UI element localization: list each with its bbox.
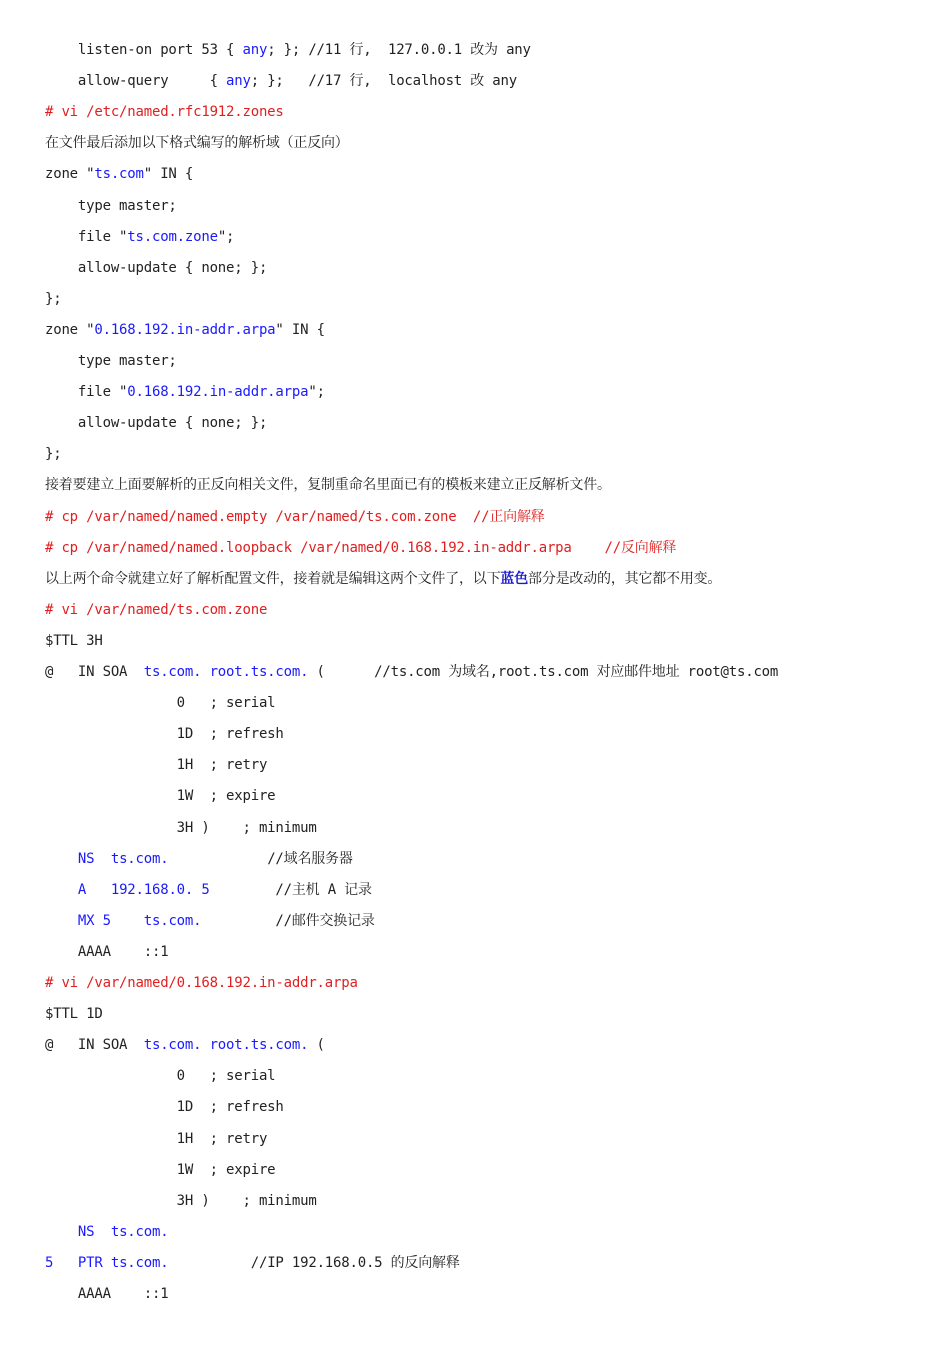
line-text: zone "	[45, 166, 95, 183]
line-text: 在文件最后添加以下格式编写的解析域（正反向）	[45, 135, 349, 152]
text-line	[45, 444, 61, 464]
text-line	[45, 724, 284, 744]
line-text	[45, 882, 78, 898]
line-text	[45, 913, 78, 929]
text-line	[45, 1191, 317, 1211]
line-text: 以上两个命令就建立好了解析配置文件，接着就是编辑这两个文件了，以下	[45, 570, 501, 587]
text-line	[45, 818, 317, 838]
highlighted-text: ts.com.zone	[127, 228, 218, 245]
command-text: # vi /etc/named.rfc1912.zones	[45, 104, 284, 121]
text-line	[45, 164, 193, 184]
line-text: 0 ; serial	[45, 1068, 276, 1085]
text-line	[45, 973, 358, 993]
text-line	[45, 507, 545, 527]
line-text: allow-update { none; };	[45, 415, 268, 432]
line-text: };	[45, 446, 62, 463]
line-text: allow-update { none; };	[45, 259, 268, 276]
command-text: # cp /var/named/named.loopback /var/named/0.168.192.in-addr.arpa //反向解释	[45, 539, 677, 556]
line-text: ";	[308, 384, 325, 401]
line-text: 1H ; retry	[45, 757, 268, 774]
line-text: };	[45, 290, 62, 307]
highlighted-text: ts.com. root.ts.com.	[143, 1037, 309, 1054]
text-line	[45, 662, 778, 682]
line-text: AAAA ::1	[45, 943, 169, 960]
text-line	[45, 631, 103, 651]
text-line	[45, 1004, 103, 1024]
text-line	[45, 1035, 325, 1055]
text-line	[45, 413, 267, 433]
line-text: zone "	[45, 321, 95, 338]
line-text: type master;	[45, 197, 177, 214]
text-line	[45, 911, 375, 931]
line-text: type master;	[45, 353, 177, 369]
text-line	[45, 351, 177, 371]
highlighted-text: 0.168.192.in-addr.arpa	[127, 384, 309, 401]
text-line	[45, 786, 275, 806]
text-line	[45, 880, 372, 900]
line-text: listen-on port 53 {	[45, 42, 243, 58]
text-line	[45, 1222, 168, 1242]
text-line	[45, 1253, 460, 1273]
line-text: file "	[45, 228, 128, 245]
text-line	[45, 693, 275, 713]
text-line	[45, 942, 168, 962]
line-text: file "	[45, 384, 128, 401]
text-line	[45, 320, 325, 340]
highlighted-text: A 192.168.0. 5	[77, 881, 210, 898]
text-line	[45, 382, 325, 402]
line-text: @ IN SOA	[45, 1037, 144, 1054]
line-text: //主机 A 记录	[209, 881, 372, 898]
line-text: $TTL 3H	[45, 632, 103, 649]
line-text: //IP 192.168.0.5 的反向解释	[168, 1254, 460, 1271]
line-text: " IN {	[275, 321, 325, 338]
line-text: ";	[217, 228, 235, 245]
command-text: # cp /var/named/named.empty /var/named/ts.com.zone //正向解释	[45, 508, 545, 525]
highlighted-text: NS ts.com.	[77, 850, 169, 867]
line-text: " IN {	[143, 166, 194, 183]
line-text: 3H ) ; minimum	[45, 1192, 317, 1209]
text-line	[45, 1097, 284, 1117]
text-line	[45, 133, 349, 153]
line-text: 3H ) ; minimum	[45, 819, 317, 836]
line-text: $TTL 1D	[45, 1006, 103, 1023]
line-text: AAAA ::1	[45, 1286, 169, 1302]
text-line	[45, 1284, 168, 1304]
line-text: 接着要建立上面要解析的正反向相关文件，复制重命名里面已有的模板来建立正反解析文件。	[45, 477, 611, 494]
text-line	[45, 538, 676, 558]
line-text: ( //ts.com 为域名,root.ts.com 对应邮件地址 root@ts.com	[308, 664, 779, 680]
line-text	[53, 1255, 78, 1271]
text-line	[45, 755, 267, 775]
line-text: 1W ; expire	[45, 788, 276, 805]
text-line	[45, 71, 517, 91]
text-line	[45, 600, 267, 620]
text-line	[45, 289, 61, 309]
command-text: # vi /var/named/0.168.192.in-addr.arpa	[45, 975, 358, 991]
line-text: ; }; //17 行, localhost 改 any	[250, 73, 517, 90]
line-text: 0 ; serial	[45, 695, 276, 712]
highlighted-text: MX 5 ts.com.	[77, 912, 202, 929]
line-text: @ IN SOA	[45, 664, 144, 680]
line-text: 1D ; refresh	[45, 1099, 284, 1116]
text-line	[45, 258, 267, 278]
text-line	[45, 1066, 275, 1086]
text-line	[45, 1160, 275, 1180]
highlighted-text: NS ts.com.	[77, 1223, 169, 1240]
text-line	[45, 40, 531, 60]
text-line	[45, 475, 611, 495]
line-text: 部分是改动的，其它都不用变。	[528, 570, 722, 587]
line-text: (	[308, 1037, 325, 1054]
highlighted-text: ts.com	[94, 166, 144, 183]
line-text: 1W ; expire	[45, 1161, 276, 1178]
line-text: 1H ; retry	[45, 1130, 268, 1147]
highlighted-text: 0.168.192.in-addr.arpa	[94, 321, 276, 338]
text-line	[45, 849, 353, 869]
highlighted-text: 蓝色	[500, 570, 529, 587]
line-text: ; }; //11 行, 127.0.0.1 改为 any	[267, 42, 531, 58]
line-text	[45, 851, 78, 867]
text-line	[45, 1129, 267, 1149]
highlighted-text: ts.com. root.ts.com.	[143, 664, 309, 680]
text-line	[45, 569, 721, 589]
highlighted-text: 5	[45, 1254, 54, 1271]
highlighted-text: PTR ts.com.	[77, 1254, 169, 1271]
line-text: 1D ; refresh	[45, 726, 284, 743]
highlighted-text: any	[226, 73, 251, 90]
line-text: //域名服务器	[168, 850, 353, 867]
text-line	[45, 227, 234, 247]
command-text: # vi /var/named/ts.com.zone	[45, 601, 268, 618]
text-line	[45, 196, 177, 216]
line-text: allow-query {	[45, 73, 227, 90]
text-line	[45, 102, 284, 122]
highlighted-text: any	[242, 42, 268, 58]
line-text: //邮件交换记录	[201, 912, 375, 929]
line-text	[45, 1224, 78, 1240]
